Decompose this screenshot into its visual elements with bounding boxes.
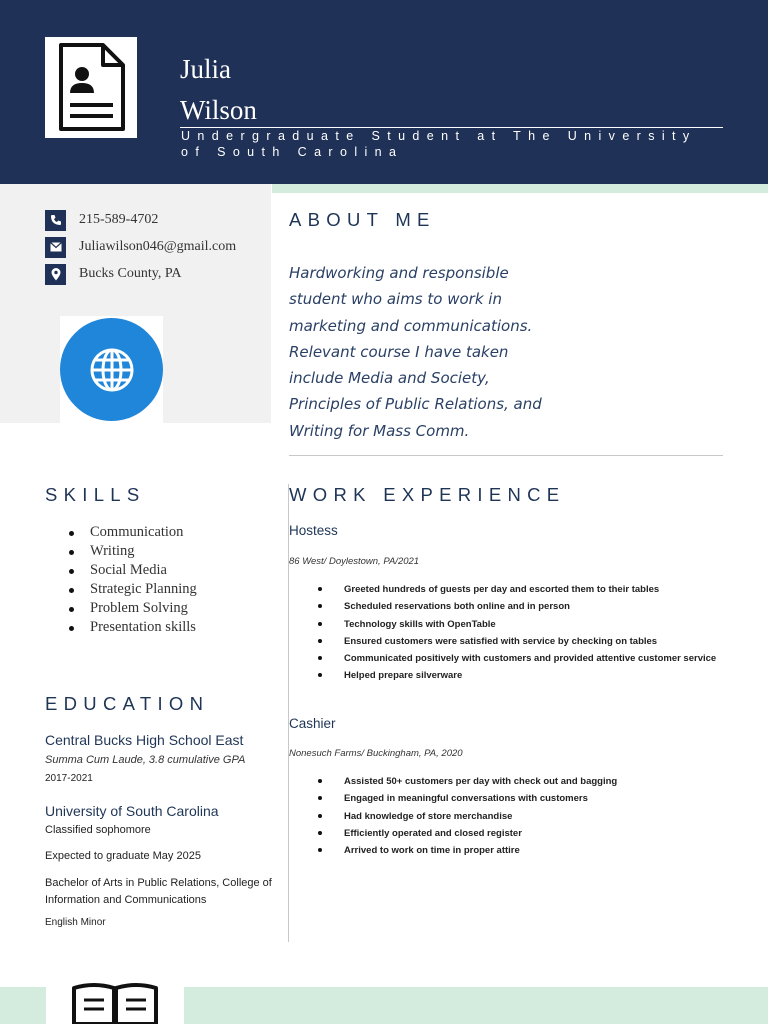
location-pin-icon: [45, 264, 66, 285]
cashier-duties-list: [344, 773, 724, 859]
duty-item: Engaged in meaningful conversations with customers: [344, 790, 724, 807]
phone-number: 215-589-4702: [79, 212, 159, 227]
column-divider: [288, 484, 289, 942]
website-badge: [60, 316, 163, 423]
graduation-date: Expected to graduate May 2025: [45, 850, 201, 862]
duty-item: Ensured customers were satisfied with service by checking on tables: [344, 633, 724, 650]
header-divider: [180, 127, 723, 128]
location-text: Bucks County, PA: [79, 266, 182, 281]
email-icon: [45, 237, 66, 258]
duty-item: Communicated positively with customers and provided attentive customer service: [344, 650, 724, 667]
skill-item: Problem Solving: [90, 599, 197, 618]
job-place-cashier: Nonesuch Farms/ Buckingham, PA, 2020: [289, 748, 463, 759]
high-school-name: Central Bucks High School East: [45, 732, 244, 748]
duty-item: Had knowledge of store merchandise: [344, 808, 724, 825]
resume-document-icon: [45, 37, 137, 138]
skill-item: Communication: [90, 523, 197, 542]
high-school-years: 2017-2021: [45, 773, 93, 784]
contact-location: [45, 263, 181, 285]
high-school-honors: Summa Cum Laude, 3.8 cumulative GPA: [45, 754, 246, 766]
university-standing: Classified sophomore: [45, 824, 151, 836]
about-text: Hardworking and responsible student who aims to work in marketing and communications. Relevant course I have taken include Media and Society, Principles of Public Relations, and Writing for Mass Comm.: [289, 264, 542, 440]
contact-phone: [45, 209, 158, 231]
minor-text: English Minor: [45, 917, 106, 928]
hostess-duties-list: [344, 581, 724, 685]
duty-item: Greeted hundreds of guests per day and escorted them to their tables: [344, 581, 724, 598]
university-name: University of South Carolina: [45, 803, 219, 819]
subtitle: Undergraduate Student at The University of South Carolina: [181, 129, 697, 159]
job-title-cashier: Cashier: [289, 716, 336, 731]
email-address: Juliawilson046@gmail.com: [79, 239, 237, 254]
globe-icon: [60, 318, 163, 421]
contact-email: [45, 236, 236, 258]
education-heading: EDUCATION: [45, 693, 210, 714]
duty-item: Efficiently operated and closed register: [344, 825, 724, 842]
first-name: Julia: [180, 54, 231, 84]
duty-item: Helped prepare silverware: [344, 667, 724, 684]
book-icon: [46, 944, 184, 1024]
about-divider: [289, 455, 723, 456]
last-name: Wilson: [180, 95, 257, 125]
job-place-hostess: 86 West/ Doylestown, PA/2021: [289, 556, 420, 567]
skills-heading: SKILLS: [45, 484, 146, 505]
duty-item: Arrived to work on time in proper attire: [344, 842, 724, 859]
work-heading: WORK EXPERIENCE: [289, 484, 566, 505]
job-title-hostess: Hostess: [289, 523, 338, 538]
phone-icon: [45, 210, 66, 231]
duty-item: Technology skills with OpenTable: [344, 616, 724, 633]
duty-item: Scheduled reservations both online and in person: [344, 598, 724, 615]
skill-item: Strategic Planning: [90, 581, 197, 597]
skill-item: Writing: [90, 542, 197, 561]
degree-text: Bachelor of Arts in Public Relations, College of Information and Communications: [45, 877, 272, 906]
skill-item: Social Media: [90, 561, 197, 580]
accent-strip: [272, 184, 768, 193]
duty-item: Assisted 50+ customers per day with check out and bagging: [344, 773, 724, 790]
skill-item: Presentation skills: [90, 619, 196, 635]
skills-list: [90, 523, 197, 637]
about-heading: ABOUT ME: [289, 209, 436, 230]
